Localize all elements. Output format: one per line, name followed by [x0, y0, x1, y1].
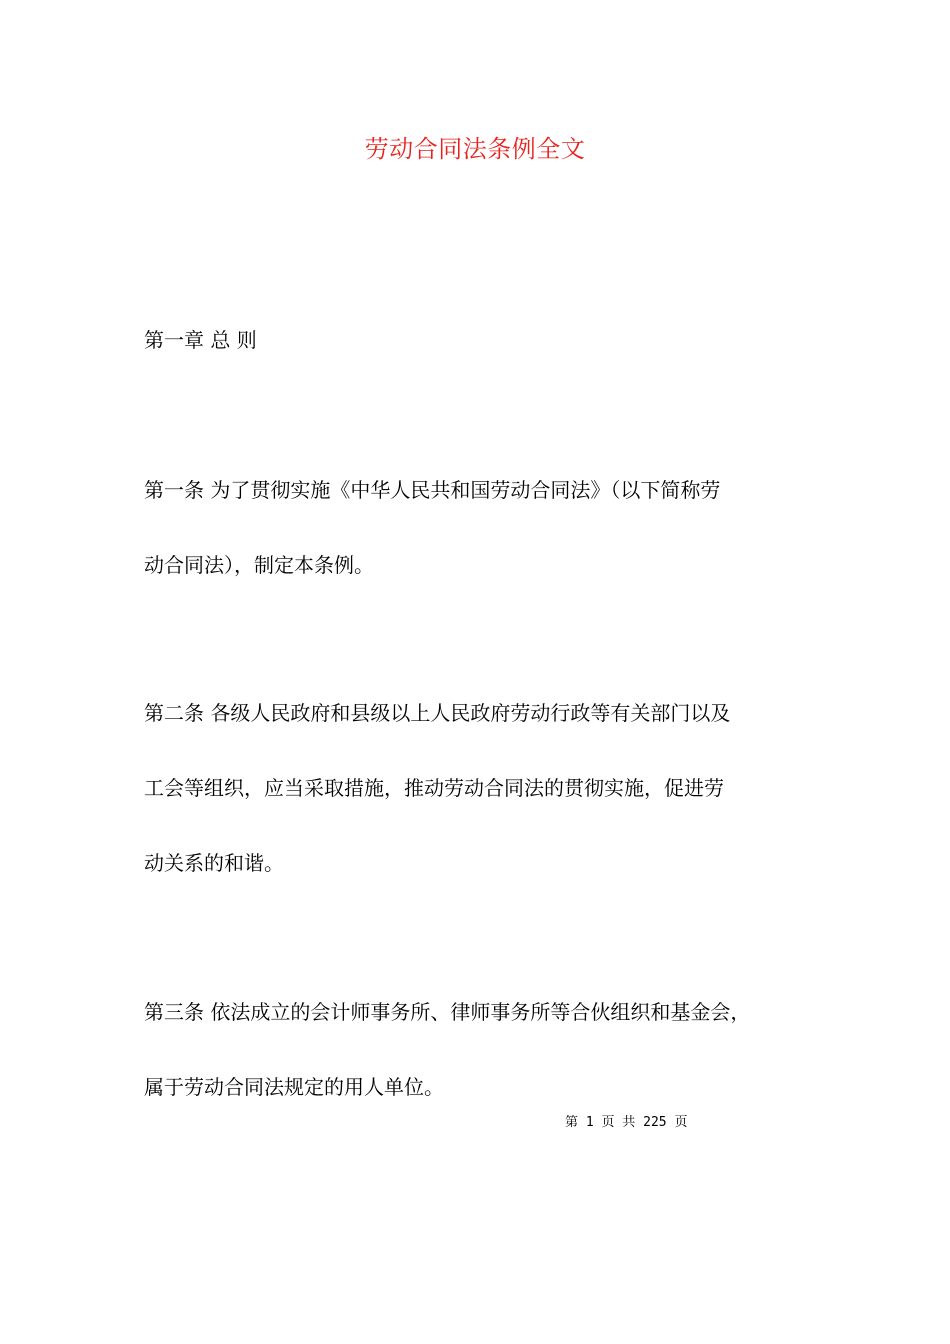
article-2: [144, 695, 834, 920]
article-line: 动关系的和谐。: [144, 851, 284, 875]
article-3: [144, 994, 834, 1144]
article-line: 第一条 为了贯彻实施《中华人民共和国劳动合同法》（以下简称劳: [144, 478, 721, 502]
article-1: [144, 472, 834, 622]
article-line: 动合同法），制定本条例。: [144, 553, 374, 577]
page-number-footer: 第 1 页 共 225 页: [565, 1115, 688, 1130]
article-line: 第二条 各级人民政府和县级以上人民政府劳动行政等有关部门以及: [144, 701, 731, 725]
article-line: 工会等组织，应当采取措施，推动劳动合同法的贯彻实施，促进劳: [144, 776, 724, 800]
article-line: 属于劳动合同法规定的用人单位。: [144, 1075, 444, 1099]
document-title: 劳动合同法条例全文: [364, 135, 586, 163]
chapter-heading: 第一章 总 则: [144, 328, 257, 352]
article-line: 第三条 依法成立的会计师事务所、律师事务所等合伙组织和基金会，: [144, 1000, 751, 1024]
